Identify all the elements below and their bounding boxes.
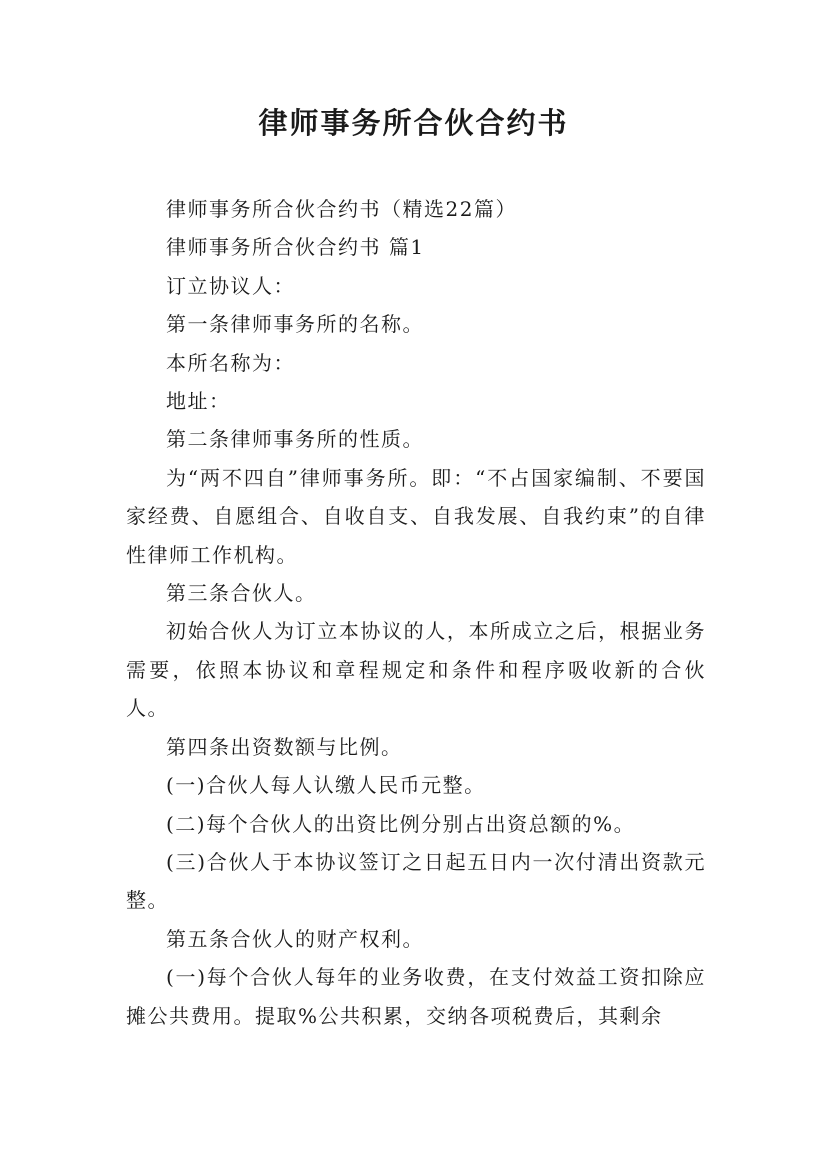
paragraph-article-3: 第三条合伙人。 [166,581,317,606]
paragraph-article-5: 第五条合伙人的财产权利。 [166,926,424,951]
paragraph-article-4: 第四条出资数额与比例。 [166,734,403,759]
paragraph-article-2: 第二条律师事务所的性质。 [166,427,424,452]
paragraph-subtitle: 律师事务所合伙合约书（精选22篇） [166,197,517,221]
paragraph: 订立协议人： [166,273,295,298]
paragraph-section-heading: 律师事务所合伙合约书 篇1 [166,235,425,260]
paragraph: (三)合伙人于本协议签订之日起五日内一次付清出资款元整。 [126,849,706,913]
document-body [126,190,706,1035]
document-title: 律师事务所合伙合约书 [258,106,569,140]
paragraph: 初始合伙人为订立本协议的人，本所成立之后，根据业务需要，依照本协议和章程规定和条件和程序吸收新的合伙人。 [126,619,706,721]
paragraph: 地址： [166,389,231,414]
paragraph: (一)每个合伙人每年的业务收费，在支付效益工资扣除应摊公共费用。提取%公共积累，交纳各项税费后，其剩余 [126,965,706,1028]
paragraph-article-1: 第一条律师事务所的名称。 [166,312,424,337]
paragraph: 本所名称为： [166,350,295,375]
paragraph: (一)合伙人每人认缴人民币元整。 [166,773,486,798]
paragraph: 为“两不四自”律师事务所。即：“不占国家编制、不要国家经费、自愿组合、自收自支、自我发展、自我约束”的自律性律师工作机构。 [126,465,706,567]
paragraph: (二)每个合伙人的出资比例分别占出资总额的%。 [166,811,636,836]
